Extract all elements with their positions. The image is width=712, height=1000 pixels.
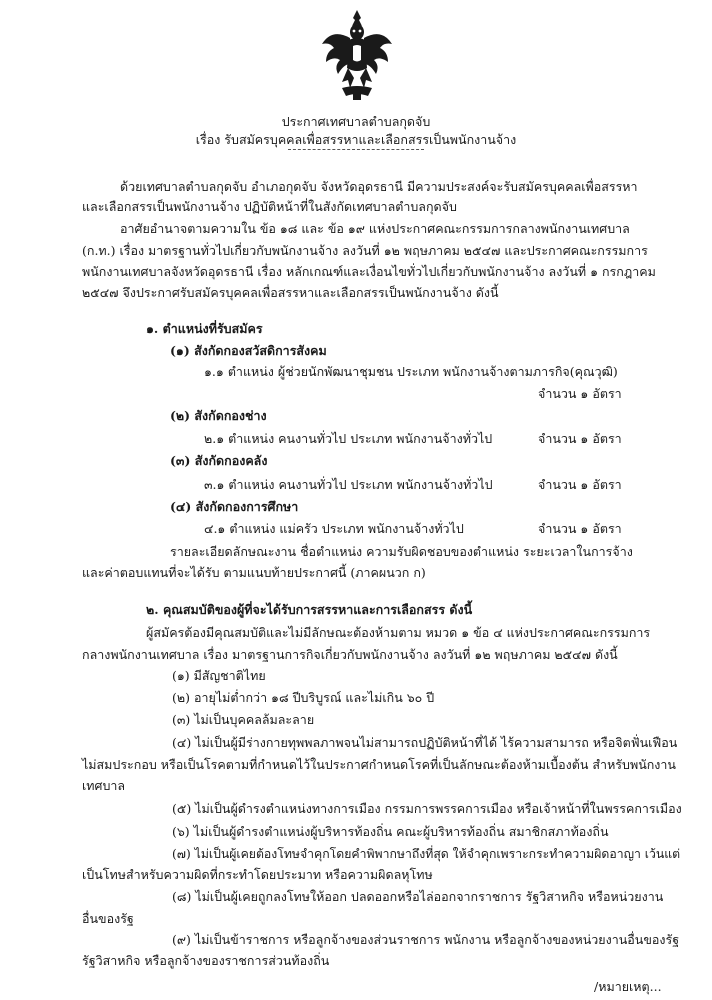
qualification-4-line-2: ไม่สมประกอบ หรือเป็นโรคตามที่กำหนดไว้ในประกาศกำหนดโรคที่เป็นลักษณะต้องห้ามเบื้องต้น สำหรับพนักงาน <box>82 757 676 772</box>
announcement-subject: เรื่อง รับสมัครบุคคลเพื่อสรรหาและเลือกสรรเป็นพนักงานจ้าง <box>195 132 517 147</box>
title-separator <box>288 149 424 150</box>
position-detail-line-1: รายละเอียดลักษณะงาน ชื่อตำแหน่ง ความรับผิดชอบของตำแหน่ง ระยะเวลาในการจ้าง <box>170 544 633 559</box>
qualification-9-line-2: รัฐวิสาหกิจ หรือลูกจ้างของราชการส่วนท้องถิ่น <box>82 953 330 968</box>
group-1-item: ๑.๑ ตำแหน่ง ผู้ช่วยนักพัฒนาชุมชน ประเภท พนักงานจ้างตามภารกิจ(คุณวุฒิ) <box>204 364 618 379</box>
intro-line-2: และเลือกสรรเป็นพนักงานจ้าง ปฏิบัติหน้าที่ในสังกัดเทศบาลตำบลกุดจับ <box>82 199 457 214</box>
continued-note: /หมายเหตุ... <box>594 979 662 994</box>
group-3-item: ๓.๑ ตำแหน่ง คนงานทั่วไป ประเภท พนักงานจ้างทั่วไป <box>204 477 493 492</box>
qualification-2: (๒) อายุไม่ต่ำกว่า ๑๘ ปีบริบูรณ์ และไม่เกิน ๖๐ ปี <box>172 690 435 705</box>
qualification-7-line-2: เป็นโทษสำหรับความผิดที่กระทำโดยประมาท หรือความผิดลหุโทษ <box>82 867 433 882</box>
garuda-emblem-icon <box>320 8 394 102</box>
qualification-4-line-1: (๔) ไม่เป็นผู้มีร่างกายทุพพลภาพจนไม่สามารถปฏิบัติหน้าที่ได้ ไร้ความสามารถ หรือจิตฟั่นเฟือน <box>172 735 678 750</box>
position-detail-line-2: และค่าตอบแทนที่จะได้รับ ตามแนบท้ายประกาศนี้ (ภาคผนวก ก) <box>82 565 426 580</box>
intro-line-4: (ก.ท.) เรื่อง มาตรฐานทั่วไปเกี่ยวกับพนักงานจ้าง ลงวันที่ ๑๒ พฤษภาคม ๒๕๔๗ และประกาศคณะกรรมการ <box>82 243 648 258</box>
group-4-item: ๔.๑ ตำแหน่ง แม่ครัว ประเภท พนักงานจ้างทั่วไป <box>204 521 464 536</box>
qualification-6: (๖) ไม่เป็นผู้ดำรงตำแหน่งผู้บริหารท้องถิ่น คณะผู้บริหารท้องถิ่น สมาชิกสภาท้องถิ่น <box>172 824 609 839</box>
qualification-8-line-1: (๘) ไม่เป็นผู้เคยถูกลงโทษให้ออก ปลดออกหรือไล่ออกจากราชการ รัฐวิสาหกิจ หรือหน่วยงาน <box>172 889 664 904</box>
group-1-count: จำนวน ๑ อัตรา <box>538 386 622 401</box>
group-2-item: ๒.๑ ตำแหน่ง คนงานทั่วไป ประเภท พนักงานจ้างทั่วไป <box>204 431 493 446</box>
qualification-3: (๓) ไม่เป็นบุคคลล้มละลาย <box>172 712 315 727</box>
group-4-count: จำนวน ๑ อัตรา <box>538 521 622 536</box>
qualification-4-line-3: เทศบาล <box>82 778 126 793</box>
section-1-heading: ๑. ตำแหน่งที่รับสมัคร <box>146 321 263 336</box>
announcement-title: ประกาศเทศบาลตำบลกุดจับ <box>281 114 431 129</box>
qualification-5: (๕) ไม่เป็นผู้ดำรงตำแหน่งทางการเมือง กรรมการพรรคการเมือง หรือเจ้าหน้าที่ในพรรคการเมือง <box>172 801 682 816</box>
intro-line-3: อาศัยอำนาจตามความใน ข้อ ๑๘ และ ข้อ ๑๙ แห่งประกาศคณะกรรมการกลางพนักงานเทศบาล <box>120 221 630 236</box>
qualification-1: (๑) มีสัญชาติไทย <box>172 668 266 683</box>
group-2-heading: (๒) สังกัดกองช่าง <box>170 408 267 423</box>
group-3-count: จำนวน ๑ อัตรา <box>538 477 622 492</box>
qualification-intro-line-2: กลางพนักงานเทศบาล เรื่อง มาตรฐานการกิจเกี่ยวกับพนักงานจ้าง ลงวันที่ ๑๒ พฤษภาคม ๒๕๔๗ ดังนี้ <box>82 647 618 662</box>
section-2-heading: ๒. คุณสมบัติของผู้ที่จะได้รับการสรรหาและการเลือกสรร ดังนี้ <box>146 602 473 617</box>
intro-line-5: พนักงานเทศบาลจังหวัดอุดรธานี เรื่อง หลักเกณฑ์และเงื่อนไขทั่วไปเกี่ยวกับพนักงานจ้าง ลงวันที่ ๑ กรกฎาคม <box>82 264 656 279</box>
qualification-intro-line-1: ผู้สมัครต้องมีคุณสมบัติและไม่มีลักษณะต้องห้ามตาม หมวด ๑ ข้อ ๔ แห่งประกาศคณะกรรมการ <box>146 625 651 640</box>
qualification-9-line-1: (๙) ไม่เป็นข้าราชการ หรือลูกจ้างของส่วนราชการ พนักงาน หรือลูกจ้างของหน่วยงานอื่นของรัฐ <box>172 932 680 947</box>
group-4-heading: (๔) สังกัดกองการศึกษา <box>170 499 299 514</box>
qualification-8-line-2: อื่นของรัฐ <box>82 911 134 926</box>
group-2-count: จำนวน ๑ อัตรา <box>538 431 622 446</box>
intro-line-1: ด้วยเทศบาลตำบลกุดจับ อำเภอกุดจับ จังหวัดอุดรธานี มีความประสงค์จะรับสมัครบุคคลเพื่อสรรหา <box>120 179 638 194</box>
group-3-heading: (๓) สังกัดกองคลัง <box>170 453 268 468</box>
group-1-heading: (๑) สังกัดกองสวัสดิการสังคม <box>170 343 327 358</box>
qualification-7-line-1: (๗) ไม่เป็นผู้เคยต้องโทษจำคุกโดยคำพิพากษาถึงที่สุด ให้จำคุกเพราะกระทำความผิดอาญา เว้นแต่ <box>172 847 681 861</box>
intro-line-6: ๒๕๔๗ จึงประกาศรับสมัครบุคคลเพื่อสรรหาและเลือกสรรเป็นพนักงานจ้าง ดังนี้ <box>82 285 499 300</box>
